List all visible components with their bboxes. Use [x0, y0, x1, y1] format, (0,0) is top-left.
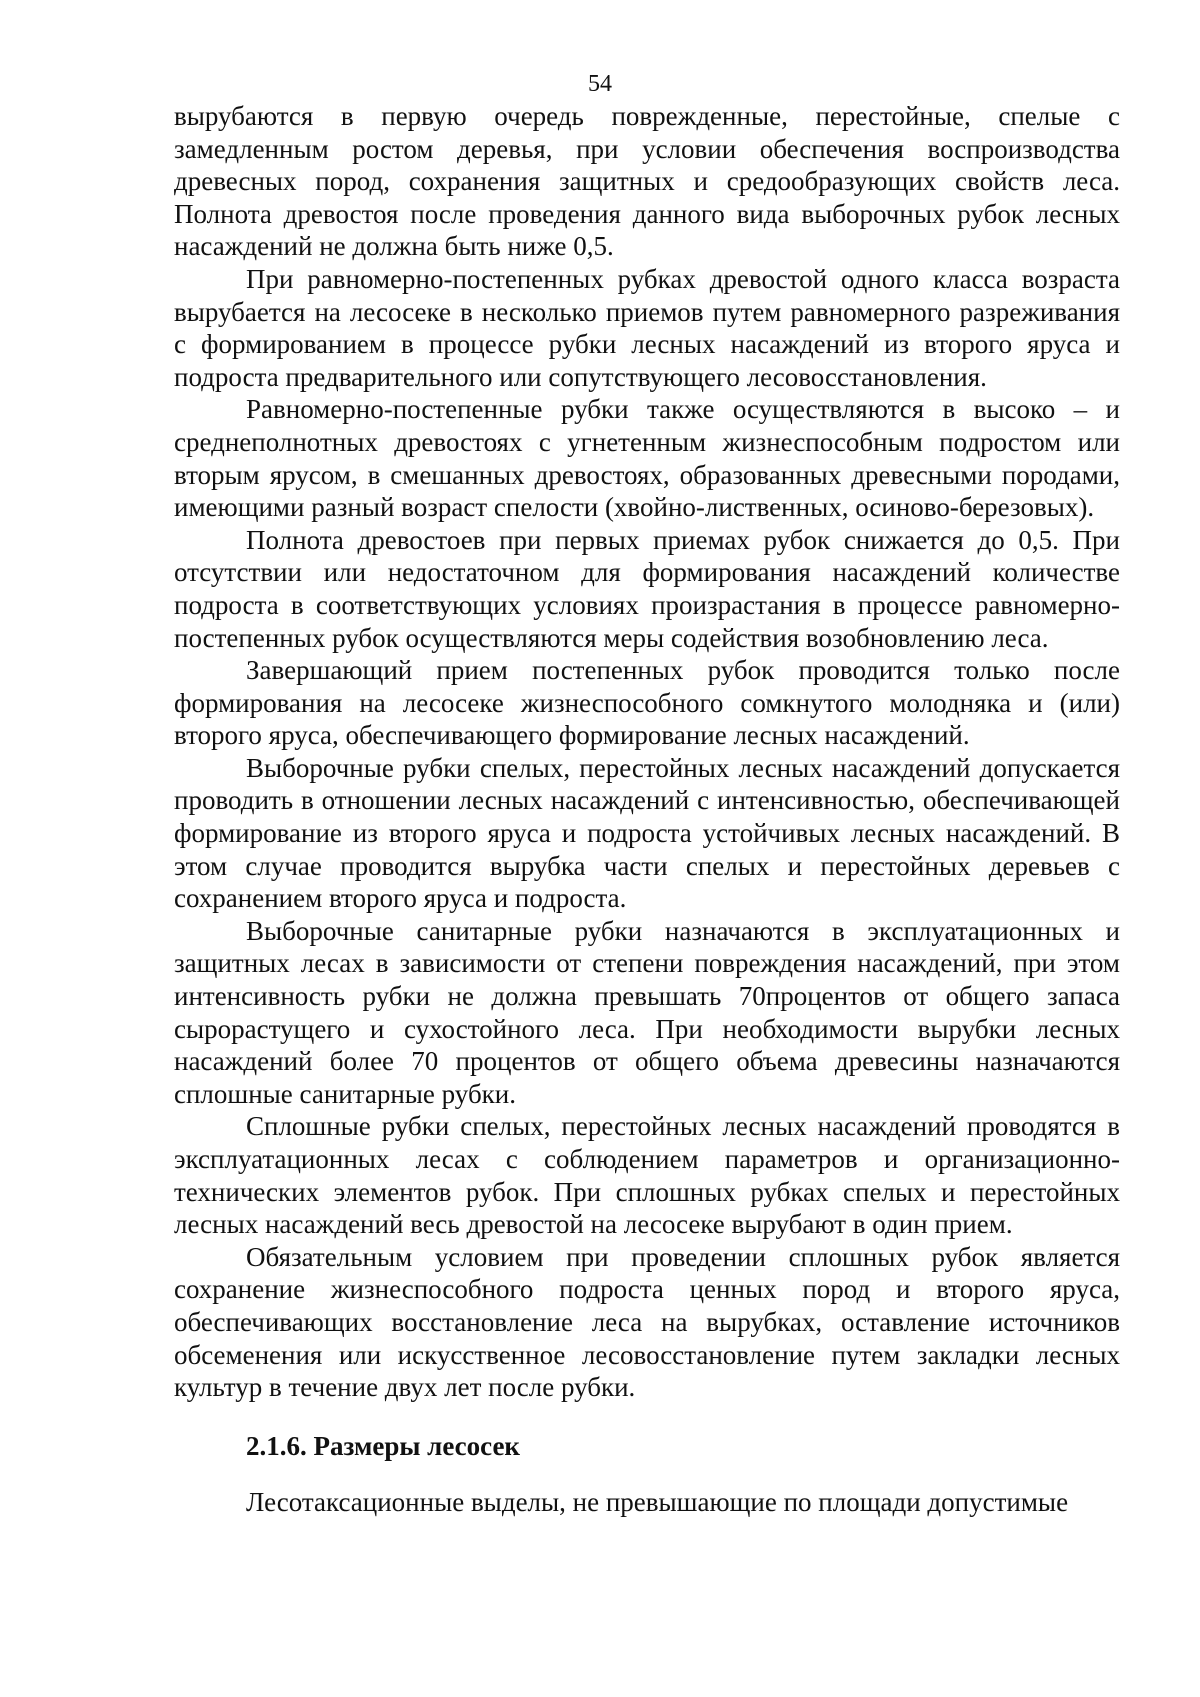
page-number: 54	[588, 71, 612, 97]
paragraph: Полнота древостоев при первых приемах рубок снижается до 0,5. При отсутствии или недостаточном для формирования насаждений количестве подроста в соответствующих условиях произрастания в процессе равномерно-постепенных рубок осуществляются меры содействия возобновлению леса.	[174, 524, 1120, 653]
paragraph: Выборочные рубки спелых, перестойных лесных насаждений допускается проводить в отношении лесных насаждений с интенсивностью, обеспечивающей формирование из второго яруса и подроста устойчивых лесных насаждений. В этом случае проводится вырубка части спелых и перестойных деревьев с сохранением второго яруса и подроста.	[174, 752, 1120, 914]
paragraph: Равномерно-постепенные рубки также осуществляются в высоко – и среднеполнотных древостоях с угнетенным жизнеспособным подростом или вторым ярусом, в смешанных древостоях, образованных древесными породами, имеющими разный возраст спелости (хвойно-лиственных, осиново-березовых).	[174, 394, 1120, 523]
paragraph-continuation: вырубаются в первую очередь поврежденные, перестойные, спелые с замедленным ростом деревья, при условии обеспечения воспроизводства древесных пород, сохранения защитных и средообразующих свойств леса. Полнота древостоя после проведения данного вида выборочных рубок лесных насаждений не должна быть ниже 0,5.	[174, 101, 1120, 262]
paragraph: Выборочные санитарные рубки назначаются в эксплуатационных и защитных лесах в зависимости от степени повреждения насаждений, при этом интенсивность рубки не должна превышать 70процентов от общего запаса сырорастущего и сухостойного леса. При необходимости вырубки лесных насаждений более 70 процентов от общего объема древесины назначаются сплошные санитарные рубки.	[174, 915, 1120, 1109]
paragraph: При равномерно-постепенных рубках древостой одного класса возраста вырубается на лесосеке в несколько приемов путем равномерного разреживания с формированием в процессе рубки лесных насаждений из второго яруса и подроста предварительного или сопутствующего лесовосстановления.	[174, 263, 1120, 392]
page-body	[174, 100, 1120, 1518]
paragraph: Обязательным условием при проведении сплошных рубок является сохранение жизнеспособного подроста ценных пород и второго яруса, обеспечивающих восстановление леса на вырубках, оставление источников обсеменения или искусственное лесовосстановление путем закладки лесных культур в течение двух лет после рубки.	[174, 1241, 1120, 1403]
paragraph: Завершающий прием постепенных рубок проводится только после формирования на лесосеке жизнеспособного сомкнутого молодняка и (или) второго яруса, обеспечивающего формирование лесных насаждений.	[174, 655, 1120, 751]
section-heading: 2.1.6. Размеры лесосек	[246, 1430, 520, 1461]
paragraph-last: Лесотаксационные выделы, не превышающие по площади допустимые	[246, 1486, 1069, 1517]
paragraph: Сплошные рубки спелых, перестойных лесных насаждений проводятся в эксплуатационных лесах с соблюдением параметров и организационно-технических элементов рубок. При сплошных рубках спелых и перестойных лесных насаждений весь древостой на лесосеке вырубают в один прием.	[174, 1111, 1120, 1240]
